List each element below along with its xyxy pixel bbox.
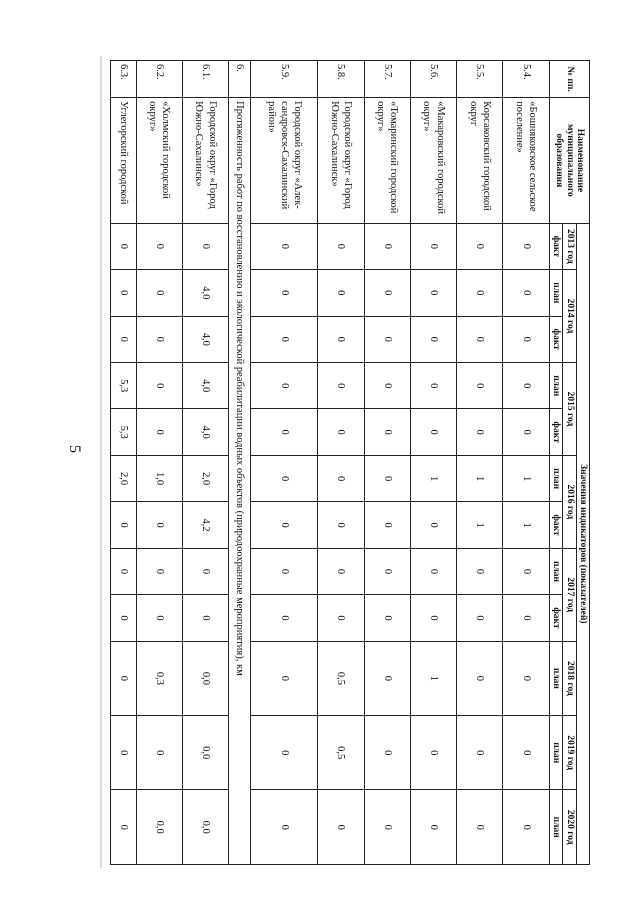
- header-name: Наименование муниципального образования: [549, 98, 589, 223]
- cell-value: 0: [111, 641, 137, 715]
- cell-value: 0: [364, 223, 410, 269]
- cell-value: 0: [182, 223, 228, 269]
- cell-value: 0: [251, 595, 318, 641]
- year-header: 2014 год: [563, 270, 576, 363]
- cell-value: 5,3: [111, 362, 137, 408]
- table-row: [136, 61, 182, 865]
- row-name: «Макаровский городской округ»: [410, 98, 456, 223]
- table-row: [457, 61, 503, 865]
- row-index: 6.3.: [111, 61, 137, 98]
- cell-value: 0: [251, 362, 318, 408]
- cell-value: 1: [503, 502, 549, 548]
- plan-header: план: [549, 362, 562, 408]
- cell-value: 0: [251, 641, 318, 715]
- cell-value: 0: [136, 548, 182, 594]
- cell-value: 0: [410, 502, 456, 548]
- cell-value: 0: [136, 223, 182, 269]
- table-row: [318, 61, 364, 865]
- year-header: 2016 год: [563, 455, 576, 548]
- cell-value: 2,0: [111, 455, 137, 501]
- cell-value: 0: [136, 270, 182, 316]
- cell-value: 0: [503, 316, 549, 362]
- cell-value: 0: [503, 223, 549, 269]
- cell-value: 0: [318, 548, 364, 594]
- cell-value: 0: [364, 548, 410, 594]
- header-num: № пп.: [549, 61, 589, 98]
- cell-value: 0: [364, 716, 410, 790]
- plan-header: план: [549, 548, 562, 594]
- fact-header: факт: [549, 316, 562, 362]
- page-number: 5: [66, 445, 83, 453]
- cell-value: 1: [503, 455, 549, 501]
- plan-header: план: [549, 270, 562, 316]
- row-name: «Бошняковское сельское поселение»: [503, 98, 549, 223]
- cell-value: 0: [364, 362, 410, 408]
- row-name: «Томаринский городской округ»: [364, 98, 410, 223]
- section-title: Протяженность работ по восстановлению и экологической реабилитации водных объектов (природоохранные мероприятия), км: [229, 98, 251, 865]
- cell-value: 0,3: [136, 641, 182, 715]
- cell-value: 5,3: [111, 409, 137, 455]
- cell-value: 4,2: [182, 502, 228, 548]
- cell-value: 0: [111, 716, 137, 790]
- cell-value: 0,0: [136, 790, 182, 865]
- cell-value: 0: [364, 641, 410, 715]
- cell-value: 0,0: [182, 716, 228, 790]
- cell-value: 1: [410, 455, 456, 501]
- section-index: 6.: [229, 61, 251, 98]
- year-header: 2019 год: [563, 716, 576, 790]
- cell-value: 0: [251, 548, 318, 594]
- cell-value: 0: [111, 595, 137, 641]
- plan-header: план: [549, 716, 562, 790]
- row-index: 5.6.: [410, 61, 456, 98]
- cell-value: 1: [410, 641, 456, 715]
- cell-value: 0: [457, 409, 503, 455]
- cell-value: 0: [318, 223, 364, 269]
- cell-value: 0: [410, 316, 456, 362]
- cell-value: 1,0: [136, 455, 182, 501]
- fact-header: факт: [549, 502, 562, 548]
- cell-value: 0: [364, 316, 410, 362]
- cell-value: 0,5: [318, 716, 364, 790]
- row-name: «Холмский городской округ»: [136, 98, 182, 223]
- cell-value: 0: [457, 223, 503, 269]
- cell-value: 0: [410, 790, 456, 865]
- cell-value: 0: [364, 409, 410, 455]
- cell-value: 0: [251, 455, 318, 501]
- cell-value: 0: [364, 790, 410, 865]
- row-index: 6.2.: [136, 61, 182, 98]
- cell-value: 0: [111, 223, 137, 269]
- cell-value: 0: [410, 548, 456, 594]
- cell-value: 0,0: [182, 641, 228, 715]
- cell-value: 0: [364, 595, 410, 641]
- fact-header: факт: [549, 223, 562, 269]
- row-name: Городской округ «Город Южно-Сахалинск»: [182, 98, 228, 223]
- year-header: 2015 год: [563, 362, 576, 455]
- cell-value: 1: [457, 455, 503, 501]
- row-name: Углегорский городской: [111, 98, 137, 223]
- cell-value: 4,0: [182, 362, 228, 408]
- cell-value: 0: [457, 270, 503, 316]
- table-row: [364, 61, 410, 865]
- cell-value: 0: [457, 595, 503, 641]
- cell-value: 0: [318, 455, 364, 501]
- year-header: 2020 год: [563, 790, 576, 865]
- cell-value: 0: [251, 716, 318, 790]
- rotated-table-container: [110, 60, 590, 865]
- cell-value: 0: [364, 270, 410, 316]
- cell-value: 0: [318, 362, 364, 408]
- section-row: [229, 61, 251, 865]
- cell-value: 0: [457, 362, 503, 408]
- cell-value: 0: [318, 409, 364, 455]
- year-header: 2013 год: [563, 223, 576, 269]
- table-row: [251, 61, 318, 865]
- row-name: Городской округ «Алек-сандровск-Сахалинский район»: [251, 98, 318, 223]
- cell-value: 0: [503, 716, 549, 790]
- fact-header: факт: [549, 595, 562, 641]
- cell-value: 2,0: [182, 455, 228, 501]
- cell-value: 0: [503, 790, 549, 865]
- cell-value: 0: [364, 455, 410, 501]
- table-rotator: [110, 60, 590, 865]
- table-row: [111, 61, 137, 865]
- cell-value: 0: [503, 595, 549, 641]
- cell-value: 0: [318, 502, 364, 548]
- cell-value: 0: [251, 502, 318, 548]
- cell-value: 0: [318, 595, 364, 641]
- table-row: [410, 61, 456, 865]
- row-index: 6.1.: [182, 61, 228, 98]
- row-name: Корсаковский городской округ: [457, 98, 503, 223]
- cell-value: 0: [503, 362, 549, 408]
- table-row: [182, 61, 228, 865]
- year-header: 2017 год: [563, 548, 576, 641]
- cell-value: 0: [503, 641, 549, 715]
- cell-value: 0: [410, 223, 456, 269]
- cell-value: 0: [251, 270, 318, 316]
- row-name: Городской округ «Город Южно-Сахалинск»: [318, 98, 364, 223]
- row-index: 5.4.: [503, 61, 549, 98]
- cell-value: 4,0: [182, 409, 228, 455]
- cell-value: 0: [251, 409, 318, 455]
- cell-value: 0: [318, 316, 364, 362]
- cell-value: 0: [457, 790, 503, 865]
- indicators-table: [110, 60, 590, 865]
- cell-value: 0: [364, 502, 410, 548]
- header-row-1: [576, 61, 589, 865]
- cell-value: 0: [182, 595, 228, 641]
- cell-value: 0: [457, 548, 503, 594]
- cell-value: 0: [136, 502, 182, 548]
- header-indicators: Значения индикаторов (показателей): [576, 223, 589, 864]
- cell-value: 0: [410, 362, 456, 408]
- cell-value: 0: [136, 316, 182, 362]
- plan-header: план: [549, 455, 562, 501]
- cell-value: 4,0: [182, 270, 228, 316]
- cell-value: 0,5: [318, 641, 364, 715]
- cell-value: 0: [457, 641, 503, 715]
- cell-value: 0: [318, 270, 364, 316]
- cell-value: 0: [503, 270, 549, 316]
- cell-value: 4,0: [182, 316, 228, 362]
- row-index: 5.9.: [251, 61, 318, 98]
- table-row: [503, 61, 549, 865]
- row-index: 5.5.: [457, 61, 503, 98]
- cell-value: 0: [410, 409, 456, 455]
- cell-value: 0: [136, 595, 182, 641]
- cell-value: 0: [136, 409, 182, 455]
- plan-header: план: [549, 790, 562, 865]
- cell-value: 0: [318, 790, 364, 865]
- cell-value: 0,0: [182, 790, 228, 865]
- cell-value: 0: [251, 790, 318, 865]
- cell-value: 0: [111, 790, 137, 865]
- year-header: 2018 год: [563, 641, 576, 715]
- cell-value: 0: [251, 223, 318, 269]
- cell-value: 0: [136, 716, 182, 790]
- cell-value: 0: [410, 716, 456, 790]
- cell-value: 0: [111, 316, 137, 362]
- cell-value: 0: [182, 548, 228, 594]
- cell-value: 0: [503, 409, 549, 455]
- cell-value: 0: [410, 270, 456, 316]
- fact-header: факт: [549, 409, 562, 455]
- cell-value: 0: [251, 316, 318, 362]
- cell-value: 0: [410, 595, 456, 641]
- cell-value: 0: [111, 548, 137, 594]
- row-index: 5.7.: [364, 61, 410, 98]
- cell-value: 1: [457, 502, 503, 548]
- scan-edge-shadow: [100, 56, 102, 868]
- row-index: 5.8.: [318, 61, 364, 98]
- cell-value: 0: [503, 548, 549, 594]
- cell-value: 0: [457, 716, 503, 790]
- plan-header: план: [549, 641, 562, 715]
- cell-value: 0: [136, 362, 182, 408]
- cell-value: 0: [111, 270, 137, 316]
- cell-value: 0: [457, 316, 503, 362]
- cell-value: 0: [111, 502, 137, 548]
